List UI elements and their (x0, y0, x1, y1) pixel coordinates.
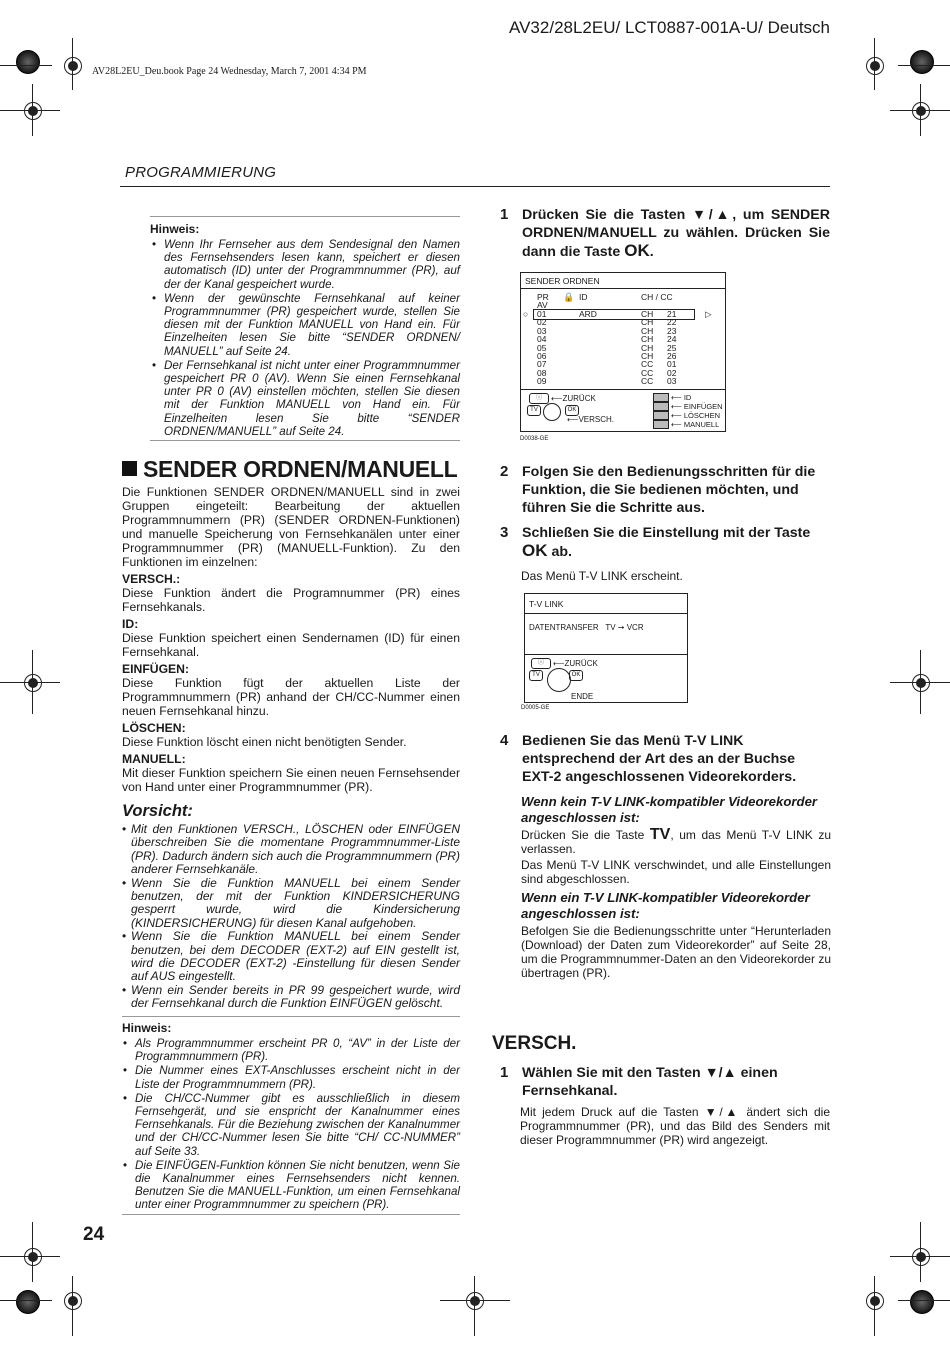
square-bullet-icon (122, 461, 137, 476)
function-text-loeschen: Diese Funktion löscht einen nicht benötigten Sender. (122, 735, 407, 749)
channel-number: 26 (667, 351, 677, 361)
channel-number: 02 (667, 367, 677, 378)
registration-blob-icon (910, 1290, 934, 1314)
transfer-line: DATENTRANSFER TV ➞ VCR (529, 623, 644, 632)
column-header-ch: CH / CC (641, 292, 673, 302)
versch-step-1 (500, 1064, 830, 1104)
function-name-manuell: MANUELL: (122, 752, 186, 766)
info-key-icon: ⓘ (531, 658, 551, 669)
registration-blob-icon (910, 50, 934, 74)
crosshair-target-icon (64, 57, 82, 75)
step-3: 3 Schließen Sie die Einstellung mit der Taste OK ab. (500, 524, 811, 560)
channel-type: CC (641, 359, 654, 370)
color-key-icon (653, 411, 669, 420)
document-code: AV32/28L2EU/ LCT0887-001A-U/ Deutsch (509, 18, 830, 37)
channel-type: CC (641, 376, 654, 387)
lock-icon: 🔒 (563, 292, 575, 302)
main-section (122, 456, 460, 1011)
main-heading: SENDER ORDNEN/MANUELL (122, 456, 460, 483)
case-no-tvlink-text: Drücken Sie die Taste TV, um das Menü T-V LINK zu verlassen. (521, 826, 831, 856)
step-number: 4 (500, 732, 509, 749)
note-item: • Die Nummer eines EXT-Anschlusses erscheint nicht in der Liste der Programmnummern (PR). (135, 1064, 460, 1090)
tv-key-icon: TV (529, 670, 543, 681)
channel-pr: 09 (537, 376, 547, 387)
channel-type: CH (641, 334, 654, 345)
versch-heading: VERSCH. (492, 1033, 577, 1054)
info-key-icon: ⓘ (529, 393, 549, 404)
channel-number: 22 (667, 317, 677, 328)
channel-pr: 06 (537, 351, 547, 361)
channel-type: CH (641, 309, 654, 319)
row-av: AV (537, 300, 548, 310)
note-box-1 (122, 216, 460, 441)
caution-item: • Wenn Sie die Funktion MANUELL bei einem Sender benutzen, der mit der Funktion KINDERSICHERUNG gesperrt wurde, wird die Kindersicherung (KINDERSICHERUNG) für diesen Kanal aufgehoben. (131, 877, 460, 931)
case-no-tvlink-result: Das Menü T-V LINK verschwindet, und alle Einstellungen sind abgeschlossen. (521, 858, 831, 886)
step-number: 1 (500, 1064, 509, 1081)
function-text-einfuegen: Diese Funktion fügt der aktuellen Liste der Programmnummern (PR) anhand der CH/CC-Nummer einen neuen Fernsehkanal hinzu. (122, 676, 460, 718)
ok-key-icon: OK (569, 670, 583, 681)
channel-type: CH (641, 317, 654, 328)
book-info-line: AV28L2EU_Deu.book Page 24 Wednesday, March 7, 2001 4:34 PM (92, 66, 367, 77)
figure-code: D0038-GE (520, 436, 549, 442)
channel-id: ARD (579, 309, 597, 319)
channel-number: 03 (667, 376, 677, 387)
caution-heading: Vorsicht: (122, 802, 193, 820)
figure-code: D0005-GE (521, 705, 550, 711)
registration-blob-icon (16, 1290, 40, 1314)
step-number: 2 (500, 463, 509, 480)
step-1: 1 Drücken Sie die Tasten ▼/▲, um SENDER ORDNEN/MANUELL zu wählen. Drücken Sie dann die Taste OK. (500, 206, 830, 260)
note-heading: Hinweis: (150, 222, 200, 236)
dpad-icon (547, 668, 571, 692)
registration-blob-icon (16, 50, 40, 74)
intro-paragraph: Die Funktionen SENDER ORDNEN/MANUELL sind in zwei Gruppen eingeteilt: Bearbeitung der aktuellen Programmnummern (PR) (SENDER ORDNEN-Funktionen) und manuelle Speicherung von Fernsehkanälen unter einer Programmnummer (PR) (MANUELL-Funktion). Zu den Funktionen im einzelnen: (122, 485, 460, 569)
legend-id: ⟵ ID (671, 393, 692, 402)
channel-number: 21 (667, 309, 677, 319)
note-item: • Der Fernsehkanal ist nicht unter einer Programmnummer gespeichert PR 0 (AV). Wenn Sie einen Fernsehkanal unter PR 0 (AV) einstellen möchten, stellen Sie diesen mit der Funktion MANUELL von Hand ein. Für Einzelheiten lesen Sie bitte “SENDER ORDNEN/MANUELL” auf Seite 24. (164, 359, 460, 438)
menu-title: SENDER ORDNEN (525, 276, 600, 286)
menu-title: T-V LINK (529, 599, 564, 609)
step-number: 3 (500, 524, 509, 541)
crosshair-target-icon (912, 674, 930, 692)
function-text-manuell: Mit dieser Funktion speichern Sie einen neuen Fernsehsender von Hand unter einer Programmnummer (PR). (122, 766, 460, 794)
circle-cursor-icon: ○ (523, 309, 529, 319)
column-header-pr: PR (537, 292, 549, 302)
legend-einfuegen: ⟵ EINFÜGEN (671, 402, 723, 411)
step-4 (500, 732, 830, 792)
page-number: 24 (83, 1224, 105, 1245)
step-3-note: Das Menü T-V LINK erscheint. (521, 569, 683, 583)
note-item: • Als Programmnummer erscheint PR 0, “AV” in der Liste der Programmnummern (PR). (135, 1037, 460, 1063)
channel-type: CH (641, 325, 654, 336)
crosshair-target-icon (24, 102, 42, 120)
channel-pr: 08 (537, 367, 547, 378)
crosshair-target-icon (912, 1248, 930, 1266)
channel-pr: 01 (537, 309, 547, 319)
color-key-icon (653, 393, 669, 402)
legend-loeschen: ⟵ LÖSCHEN (671, 411, 721, 420)
caution-item: • Mit den Funktionen VERSCH., LÖSCHEN oder EINFÜGEN überschreiben Sie die momentane Programmnummer-Liste (PR). Dadurch ändern sich auch die Programmnummern (PR) anderer Fernsehkanäle. (131, 823, 460, 877)
function-text-id: Diese Funktion speichert einen Sendernamen (ID) für einen Fernsehkanal. (122, 631, 460, 659)
step-text: Bedienen Sie das Menü T-V LINK entsprechend der Art des an der Buchse EXT-2 angeschlossenen Videorekorders. (522, 733, 797, 785)
note-item: • Wenn Ihr Fernseher aus dem Sendesignal den Namen des Fernsehsenders lesen kann, speichert er diesen automatisch (ID) unter der Programmnummer (PR), auf der der Kanal gespeichert wurde. (164, 238, 460, 291)
ok-key-icon: OK (565, 405, 579, 416)
header-rule (120, 186, 830, 187)
note-heading: Hinweis: (122, 1021, 172, 1035)
color-key-icon (653, 402, 669, 411)
note-item: • Wenn der gewünschte Fernsehkanal auf keiner Programmnummer (PR) gespeichert wurde, stellen Sie diesen mit der Funktion MANUELL von Hand ein. Für Einzelheiten lesen Sie bitte “SENDER ORDNEN/ MANUELL” auf Seite 24. (164, 292, 460, 358)
note-box-2 (122, 1016, 460, 1215)
caution-item: • Wenn ein Sender bereits in PR 99 gespeichert wurde, wird der Fernsehkanal durch die Funktion EINFÜGEN gelöscht. (131, 984, 460, 1011)
step-2 (500, 463, 830, 523)
channel-pr: 02 (537, 317, 547, 328)
color-key-icon (653, 420, 669, 429)
channel-type: CC (641, 367, 654, 378)
tv-key-label: TV (649, 826, 671, 843)
crosshair-target-icon (24, 674, 42, 692)
crosshair-target-icon (64, 1292, 82, 1310)
function-name-id: ID: (122, 617, 139, 631)
step-text: Folgen Sie den Bedienungsschritten für die Funktion, die Sie bedienen möchten, und führen Sie die Schritte aus. (522, 464, 816, 516)
right-triangle-icon: ▷ (705, 309, 712, 319)
tv-link-cases (521, 794, 831, 980)
step-text: Wählen Sie mit den Tasten ▼/▲ einen Fernsehkanal. (522, 1065, 778, 1099)
case-no-tvlink-heading: Wenn kein T-V LINK-kompatibler Videorekorder angeschlossen ist: (521, 794, 818, 825)
channel-pr: 05 (537, 342, 547, 353)
tv-link-menu (524, 593, 688, 703)
channel-number: 23 (667, 325, 677, 336)
note-item: • Die EINFÜGEN-Funktion können Sie nicht benutzen, wenn Sie die Kanalnummer eines Fernsehsenders nicht kennen. Benutzen Sie die MANUELL-Funktion, um einen Fernsehkanal unter einer Programmnummer zu speichern (PR). (135, 1159, 460, 1212)
function-name-loeschen: LÖSCHEN: (122, 721, 186, 735)
case-tvlink-heading: Wenn ein T-V LINK-kompatibler Videorekorder angeschlossen ist: (521, 890, 810, 921)
sender-ordnen-menu (520, 272, 726, 432)
column-header-id: ID (579, 292, 588, 302)
ok-key-label: OK (624, 241, 650, 260)
function-text-versch: Diese Funktion ändert die Programnummer (PR) eines Fernsehkanals. (122, 586, 460, 614)
crosshair-target-icon (866, 1292, 884, 1310)
back-label: ⟵ZURÜCK (553, 659, 598, 668)
legend-manuell: ⟵ MANUELL (671, 420, 720, 429)
crosshair-target-icon (466, 1292, 484, 1310)
channel-pr: 04 (537, 334, 547, 345)
crosshair-target-icon (866, 57, 884, 75)
step-number: 1 (500, 206, 509, 223)
crosshair-target-icon (912, 102, 930, 120)
channel-pr: 03 (537, 325, 547, 336)
caution-item: • Wenn Sie die Funktion MANUELL bei einem Sender benutzen, bei dem DECODER (EXT-2) auf EIN gestellt ist, wird die DECODER (EXT-2) -Einstellung für diesen Sender auf AUS eingestellt. (131, 930, 460, 984)
ok-key-label: OK (522, 541, 548, 560)
dpad-icon (543, 403, 561, 421)
crosshair-target-icon (24, 1248, 42, 1266)
channel-type: CH (641, 351, 654, 361)
channel-number: 24 (667, 334, 677, 345)
channel-pr: 07 (537, 359, 547, 370)
section-title: PROGRAMMIERUNG (125, 164, 277, 181)
arrow-right-icon: ➞ (617, 623, 625, 632)
channel-number: 25 (667, 342, 677, 353)
case-tvlink-text: Befolgen Sie die Bedienungsschritte unter “Herunterladen (Download) der Daten zum Videorekorder” auf Seite 28, um die Programmnummer-Daten an den Videorekorder zu übertragen (PR). (521, 924, 831, 980)
function-name-einfuegen: EINFÜGEN: (122, 662, 190, 676)
tv-key-icon: TV (527, 405, 541, 416)
back-label: ⟵ZURÜCK (551, 394, 596, 403)
note-item: • Die CH/CC-Nummer gibt es ausschließlich in diesem Fernsehgerät, und sie enspricht der Kanalnummer eines Fernsehkanals. Für die Beziehung zwischen der Kanalnummer und der CH/CC-Nummer lesen Sie bitte “CH/ CC-NUMMER” auf Seite 33. (135, 1092, 460, 1158)
versch-paragraph: Mit jedem Druck auf die Tasten ▼/▲ ändert sich die Programmnummer (PR), und das Bild des Senders mit dieser Programmnummer (PR) wird angezeigt. (520, 1105, 830, 1147)
channel-type: CH (641, 342, 654, 353)
function-name-versch: VERSCH.: (122, 572, 181, 586)
end-label: ENDE (571, 692, 594, 701)
channel-number: 01 (667, 359, 677, 370)
move-label: ⟵VERSCH. (567, 415, 615, 424)
